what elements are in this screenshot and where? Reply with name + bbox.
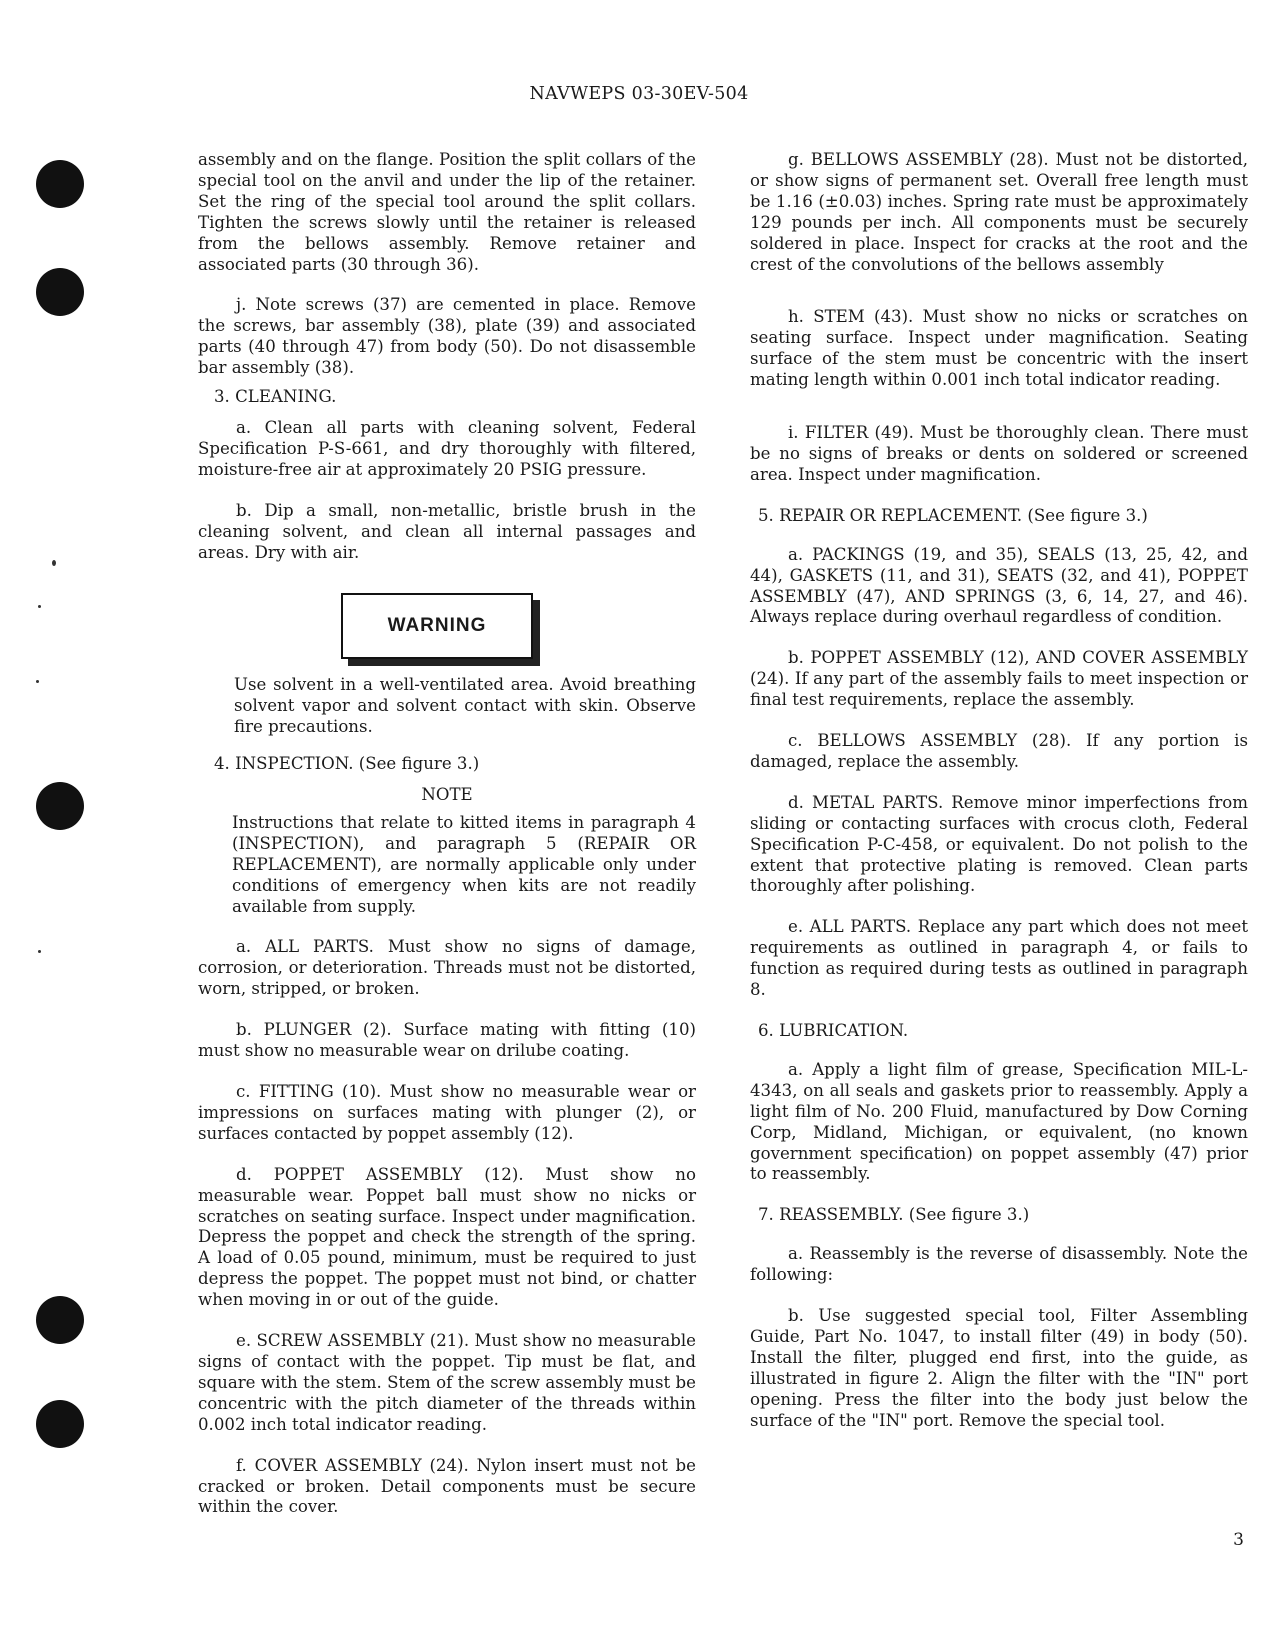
- paragraph-inspection-c: c. FITTING (10). Must show no measurable wear or impressions on surfaces mating with plunger (2), or surfaces contacted by poppet assembly (12).: [198, 1082, 696, 1143]
- section-heading-reassembly: 7. REASSEMBLY. (See figure 3.): [758, 1205, 1030, 1225]
- scan-speck: [38, 950, 41, 953]
- paragraph-repair-e: e. ALL PARTS. Replace any part which does not meet requirements as outlined in paragraph 4, or fails to function as required during tests as outlined in paragraph 8.: [750, 917, 1248, 1000]
- section-heading-cleaning: 3. CLEANING.: [214, 387, 337, 407]
- paragraph-inspection-g: g. BELLOWS ASSEMBLY (28). Must not be distorted, or show signs of permanent set. Overall free length must be 1.16 (±0.03) inches. Spring rate must be approximately 129 pounds per inch. All components must be securely soldered in place. Inspect for cracks at the root and the crest of the convolutions of the bellows assembly: [750, 150, 1248, 274]
- punch-hole: [36, 1296, 84, 1344]
- left-column: [198, 150, 696, 1538]
- paragraph-cleaning-b: b. Dip a small, non-metallic, bristle brush in the cleaning solvent, and clean all internal passages and areas. Dry with air.: [198, 500, 696, 562]
- section-heading-inspection: 4. INSPECTION. (See figure 3.): [214, 754, 480, 774]
- section-heading-repair: 5. REPAIR OR REPLACEMENT. (See figure 3.): [758, 505, 1148, 525]
- warning-text: Use solvent in a well-ventilated area. Avoid breathing solvent vapor and solvent contact with skin. Observe fire precautions.: [234, 675, 696, 737]
- punch-hole: [36, 268, 84, 316]
- paragraph-inspection-h: h. STEM (43). Must show no nicks or scratches on seating surface. Inspect under magnification. Seating surface of the stem must be concentric with the insert mating length within 0.001 inch total indicator reading.: [750, 307, 1248, 390]
- paragraph-reassembly-b: b. Use suggested special tool, Filter Assembling Guide, Part No. 1047, to install filter (49) in body (50). Install the filter, plugged end first, into the guide, as illustrated in figure 2. Align the filter with the "IN" port opening. Press the filter into the body just below the surface of the "IN" port. Remove the special tool.: [750, 1306, 1248, 1430]
- warning-label: WARNING: [387, 614, 487, 636]
- punch-hole: [36, 1400, 84, 1448]
- warning-box: [341, 593, 533, 659]
- punch-hole: [36, 782, 84, 830]
- paragraph-repair-c: c. BELLOWS ASSEMBLY (28). If any portion is damaged, replace the assembly.: [750, 731, 1248, 771]
- scan-speck: [52, 560, 56, 566]
- scan-speck: [36, 680, 39, 683]
- paragraph-lubrication-a: a. Apply a light film of grease, Specification MIL-L-4343, on all seals and gaskets prior to reassembly. Apply a light film of No. 200 Fluid, manufactured by Dow Corning Corp, Midland, Michigan, or equivalent, (no known government specification) on poppet assembly (47) prior to reassembly.: [750, 1059, 1248, 1184]
- paragraph-inspection-a: a. ALL PARTS. Must show no signs of damage, corrosion, or deterioration. Threads must not be distorted, worn, stripped, or broken.: [198, 937, 696, 999]
- note-label: NOTE: [421, 785, 473, 805]
- paragraph-j: j. Note screws (37) are cemented in place. Remove the screws, bar assembly (38), plate (39) and associated parts (40 through 47) from body (50). Do not disassemble bar assembly (38).: [198, 295, 696, 378]
- paragraph-cleaning-a: a. Clean all parts with cleaning solvent, Federal Specification P-S-661, and dry thoroughly with filtered, moisture-free air at approximately 20 PSIG pressure.: [198, 417, 696, 479]
- warning-callout: [198, 593, 696, 659]
- paragraph-reassembly-a: a. Reassembly is the reverse of disassembly. Note the following:: [750, 1244, 1248, 1285]
- scan-speck: [38, 605, 41, 608]
- paragraph-inspection-f: f. COVER ASSEMBLY (24). Nylon insert must not be cracked or broken. Detail components must be secure within the cover.: [198, 1455, 696, 1517]
- note-text: Instructions that relate to kitted items in paragraph 4 (INSPECTION), and paragraph 5 (REPAIR OR REPLACEMENT), are normally applicable only under conditions of emergency when kits are not readily available from supply.: [232, 812, 696, 916]
- paragraph-inspection-i: i. FILTER (49). Must be thoroughly clean. There must be no signs of breaks or dents on soldered or screened area. Inspect under magnification.: [750, 423, 1248, 484]
- paragraph-retainer: assembly and on the flange. Position the split collars of the special tool on the anvil and under the lip of the retainer. Set the ring of the special tool around the split collars. Tighten the screws slowly until the retainer is released from the bellows assembly. Remove retainer and associated parts (30 through 36).: [198, 150, 696, 274]
- right-column: [750, 150, 1248, 1452]
- section-heading-lubrication: 6. LUBRICATION.: [758, 1021, 909, 1040]
- paragraph-repair-b: b. POPPET ASSEMBLY (12), AND COVER ASSEMBLY (24). If any part of the assembly fails to meet inspection or final test requirements, replace the assembly.: [750, 648, 1248, 710]
- page-number: 3: [1233, 1530, 1244, 1550]
- punch-hole: [36, 160, 84, 208]
- paragraph-inspection-e: e. SCREW ASSEMBLY (21). Must show no measurable signs of contact with the poppet. Tip must be flat, and square with the stem. Stem of the screw assembly must be concentric with the pitch diameter of the threads within 0.002 inch total indicator reading.: [198, 1331, 696, 1434]
- paragraph-inspection-b: b. PLUNGER (2). Surface mating with fitting (10) must show no measurable wear on drilube coating.: [198, 1020, 696, 1061]
- paragraph-inspection-d: d. POPPET ASSEMBLY (12). Must show no measurable wear. Poppet ball must show no nicks or scratches on seating surface. Inspect under magnification. Depress the poppet and check the strength of the spring. A load of 0.05 pound, minimum, must be required to just depress the poppet. The poppet must not bind, or chatter when moving in or out of the guide.: [198, 1164, 696, 1310]
- paragraph-repair-d: d. METAL PARTS. Remove minor imperfections from sliding or contacting surfaces with crocus cloth, Federal Specification P-C-458, or equivalent. Do not polish to the extent that protective plating is removed. Clean parts thoroughly after polishing.: [750, 792, 1248, 896]
- paragraph-repair-a: a. PACKINGS (19, and 35), SEALS (13, 25, 42, and 44), GASKETS (11, and 31), SEATS (32, and 41), POPPET ASSEMBLY (47), AND SPRINGS (3, 6, 14, 27, and 46). Always replace during overhaul regardless of condition.: [750, 544, 1248, 627]
- document-number: NAVWEPS 03-30EV-504: [529, 84, 749, 104]
